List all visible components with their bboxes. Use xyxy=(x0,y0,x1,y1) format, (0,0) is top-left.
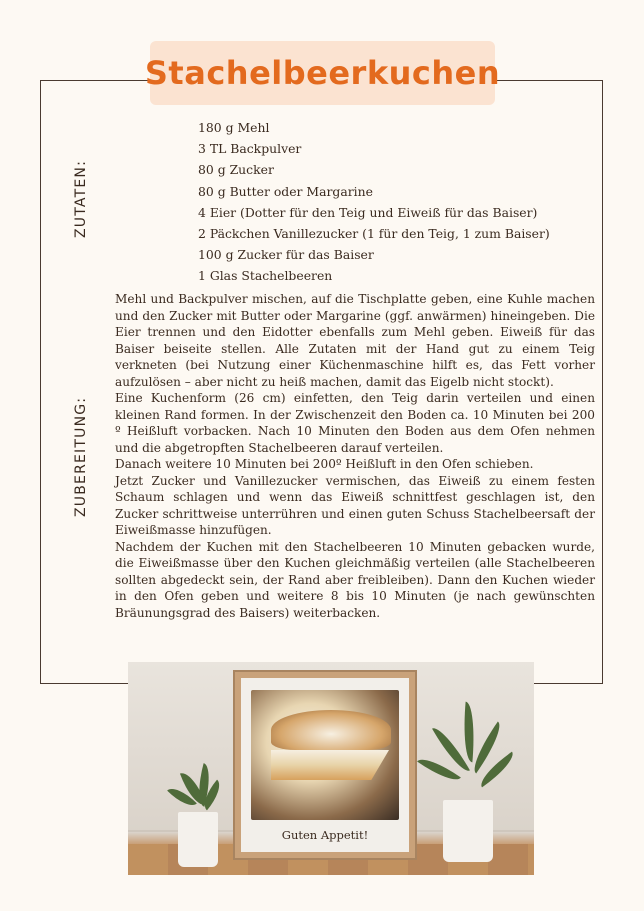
ingredient-item: 100 g Zucker für das Baiser xyxy=(198,247,374,263)
cake-slice-image xyxy=(251,690,399,820)
left-plant xyxy=(168,762,228,867)
picture-mat xyxy=(241,678,409,852)
preparation-step: Mehl und Backpulver mischen, auf die Tischplatte geben, eine Kuhle machen und den Zucker mit Butter oder Margarine (ggf. anwärmen) hineingeben. Die Eier trennen und den Eidotter ebenfalls zum Mehl geben. Eiweiß für das Baiser beiseite stellen. Alle Zutaten mit der Hand gut zu einem Teig verkneten (bei Nutzung einer Küchenmaschine hilft es, das Fett vorher aufzulösen – aber nicht zu heiß machen, damit das Eigelb nicht stockt). xyxy=(115,292,595,389)
ingredient-item: 80 g Zucker xyxy=(198,162,274,178)
cake-photo xyxy=(128,662,534,875)
meringue-topping xyxy=(271,710,391,750)
cake-layer xyxy=(271,750,389,780)
ingredients-list xyxy=(198,117,550,287)
preparation-text xyxy=(115,291,595,621)
ingredient-item: 1 Glas Stachelbeeren xyxy=(198,268,333,284)
recipe-title: Stachelbeerkuchen xyxy=(144,54,501,92)
picture-frame xyxy=(233,670,417,860)
ingredient-item: 180 g Mehl xyxy=(198,120,270,135)
ingredient-item: 4 Eier (Dotter für den Teig und Eiweiß für das Baiser) xyxy=(198,204,538,220)
ingredient-item: 80 g Butter oder Margarine xyxy=(198,183,373,199)
preparation-step: Jetzt Zucker und Vanillezucker vermischen, das Eiweiß zu einem festen Schaum schlagen und wenn das Eiweiß schnittfest geschlagen ist, den Zucker schrittweise unterrühren und einen guten Schuss Stachelbeersaft der Eiweißmasse hinzufügen. xyxy=(115,473,595,537)
preparation-step: Danach weitere 10 Minuten bei 200º Heißluft in den Ofen schieben. xyxy=(115,457,534,471)
ingredient-item: 3 TL Backpulver xyxy=(198,141,302,157)
photo-caption: Guten Appetit! xyxy=(281,828,369,842)
ingredients-label: ZUTATEN: xyxy=(73,160,89,238)
preparation-label: ZUBEREITUNG: xyxy=(73,396,89,517)
preparation-step: Nachdem der Kuchen mit den Stachelbeeren 10 Minuten gebacken wurde, die Eiweißmasse über den Kuchen gleichmäßig verteilen (alle Stachelbeeren sollten abgedeckt sein, der Rand aber freibleiben). Dann den Kuchen wieder in den Ofen geben und weitere 8 bis 10 Minuten (je nach gewünschten Bräunungsgrad des Baisers) weiterbacken. xyxy=(115,539,595,620)
right-plant xyxy=(423,702,513,867)
ingredient-item: 2 Päckchen Vanillezucker (1 für den Teig, 1 zum Baiser) xyxy=(198,226,550,242)
preparation-step: Eine Kuchenform (26 cm) einfetten, den Teig darin verteilen und einen kleinen Rand formen. In der Zwischenzeit den Boden ca. 10 Minuten bei 200 º Heißluft vorbacken. Nach 10 Minuten den Boden aus dem Ofen nehmen und die abgetropften Stachelbeeren darauf verteilen. xyxy=(115,391,595,455)
title-banner xyxy=(144,41,501,105)
